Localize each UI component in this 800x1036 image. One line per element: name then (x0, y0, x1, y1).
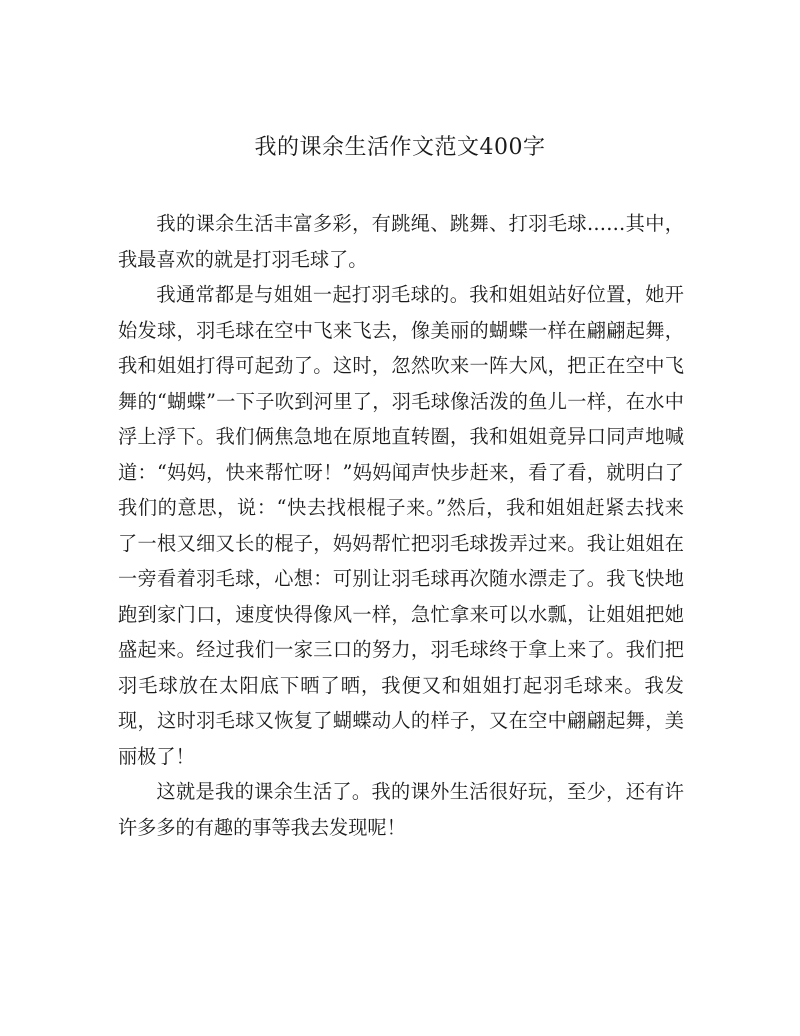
paragraph-2: 我通常都是与姐姐一起打羽毛球的。我和姐姐站好位置，她开始发球，羽毛球在空中飞来飞去，像美丽的蝴蝶一样在翩翩起舞，我和姐姐打得可起劲了。这时，忽然吹来一阵大风，把正在空中飞舞的“蝴蝶”一下子吹到河里了，羽毛球像活泼的鱼儿一样，在水中浮上浮下。我们俩焦急地在原地直转圈，我和姐姐竟异口同声地喊道：“妈妈，快来帮忙呀！”妈妈闻声快步赶来，看了看，就明白了我们的意思，说：“快去找根棍子来。”然后，我和姐姐赶紧去找来了一根又细又长的棍子，妈妈帮忙把羽毛球拨弄过来。我让姐姐在一旁看着羽毛球，心想：可别让羽毛球再次随水漂走了。我飞快地跑到家门口，速度快得像风一样，急忙拿来可以水瓢，让姐姐把她盛起来。经过我们一家三口的努力，羽毛球终于拿上来了。我们把羽毛球放在太阳底下晒了晒，我便又和姐姐打起羽毛球来。我发现，这时羽毛球又恢复了蝴蝶动人的样子，又在空中翩翩起舞，美丽极了！ (118, 283, 684, 768)
document-title: 我的课余生活作文范文400字 (254, 135, 546, 160)
paragraph-1: 我的课余生活丰富多彩，有跳绳、跳舞、打羽毛球……其中，我最喜欢的就是打羽毛球了。 (118, 212, 684, 271)
paragraph-3: 这就是我的课余生活了。我的课外生活很好玩，至少，还有许许多多的有趣的事等我去发现呢！ (118, 780, 684, 839)
document-body (118, 206, 684, 845)
